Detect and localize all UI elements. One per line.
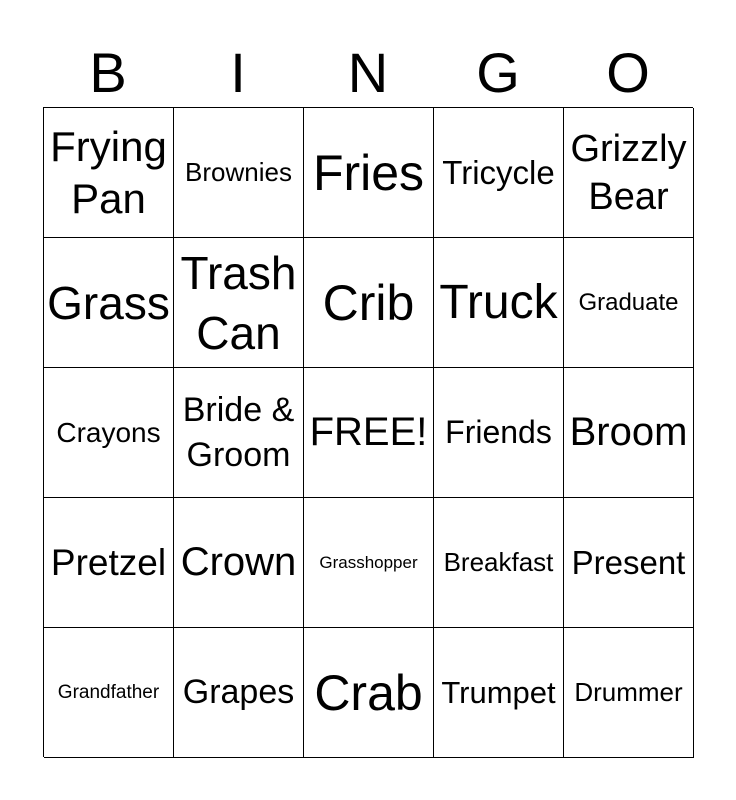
bingo-cell-r3-c2[interactable]: [174, 368, 304, 498]
bingo-cell-r5-c3[interactable]: [304, 628, 434, 758]
cell-label: Grapes: [182, 673, 295, 711]
header-letter-o: O: [606, 41, 650, 104]
cell-label: Friends: [445, 414, 552, 450]
bingo-cell-free-space[interactable]: [304, 368, 434, 498]
bingo-cell-r1-c1[interactable]: [44, 108, 174, 238]
cell-label: Crib: [322, 274, 415, 331]
bingo-cell-r3-c4[interactable]: [434, 368, 564, 498]
header-letter-n: N: [347, 41, 389, 104]
cell-label: Crown: [180, 540, 297, 584]
cell-label: Grandfather: [57, 681, 160, 703]
cell-label: Grass: [47, 276, 170, 329]
bingo-cell-r1-c4[interactable]: [434, 108, 564, 238]
bingo-cell-r5-c2[interactable]: [174, 628, 304, 758]
header-letter-b: B: [89, 41, 127, 104]
cell-label: Truck: [439, 276, 558, 329]
free-space-label: FREE!: [309, 410, 428, 454]
bingo-cell-r3-c1[interactable]: [44, 368, 174, 498]
bingo-cell-r1-c5[interactable]: [564, 108, 694, 238]
bingo-cell-r4-c1[interactable]: [44, 498, 174, 628]
bingo-cell-r5-c1[interactable]: [44, 628, 174, 758]
bingo-cell-r4-c5[interactable]: [564, 498, 694, 628]
cell-label: Broom: [569, 410, 688, 454]
bingo-header: [43, 40, 693, 106]
bingo-cell-r2-c2[interactable]: [174, 238, 304, 368]
bingo-cell-r2-c1[interactable]: [44, 238, 174, 368]
bingo-cell-r1-c2[interactable]: [174, 108, 304, 238]
cell-label: Trash Can: [180, 246, 297, 359]
cell-label: Bride & Groom: [182, 390, 295, 474]
bingo-card-grid: [43, 107, 693, 757]
bingo-cell-r3-c5[interactable]: [564, 368, 694, 498]
cell-label: Fries: [312, 144, 425, 201]
cell-label: Grizzly Bear: [570, 127, 687, 218]
cell-label: Crayons: [56, 416, 161, 448]
cell-label: Grasshopper: [319, 552, 418, 572]
bingo-cell-r2-c4[interactable]: [434, 238, 564, 368]
header-letter-g: G: [476, 41, 520, 104]
cell-label: Graduate: [578, 288, 679, 316]
cell-label: Present: [571, 543, 686, 581]
header-letter-i: I: [230, 41, 246, 104]
cell-label: Drummer: [574, 677, 683, 707]
bingo-cell-r2-c5[interactable]: [564, 238, 694, 368]
bingo-cell-r1-c3[interactable]: [304, 108, 434, 238]
bingo-cell-r5-c4[interactable]: [434, 628, 564, 758]
bingo-cell-r5-c5[interactable]: [564, 628, 694, 758]
cell-label: Breakfast: [443, 547, 554, 577]
cell-label: Tricycle: [442, 153, 555, 191]
bingo-cell-r2-c3[interactable]: [304, 238, 434, 368]
bingo-cell-r4-c2[interactable]: [174, 498, 304, 628]
cell-label: Brownies: [185, 157, 292, 187]
cell-label: Crab: [314, 664, 423, 721]
cell-label: Trumpet: [441, 674, 556, 710]
bingo-cell-r4-c3[interactable]: [304, 498, 434, 628]
bingo-cell-r4-c4[interactable]: [434, 498, 564, 628]
cell-label: Pretzel: [50, 541, 167, 583]
cell-label: Frying Pan: [50, 122, 167, 222]
